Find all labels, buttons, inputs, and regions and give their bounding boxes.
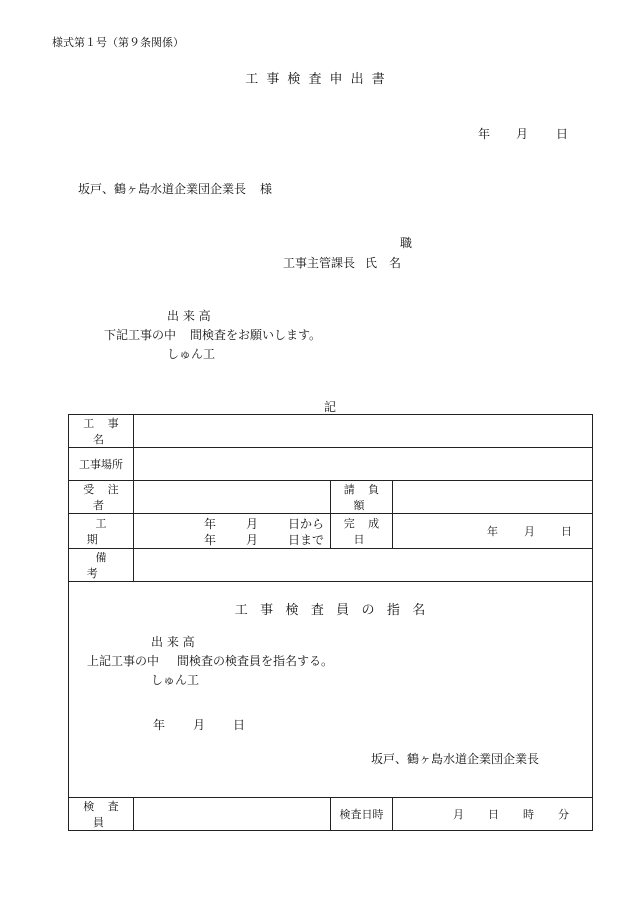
nomination-suffix: 間検査の検査員を指名する。 xyxy=(177,654,334,668)
row-inspection xyxy=(69,798,593,831)
row-remarks xyxy=(69,549,593,582)
row-nomination xyxy=(69,582,593,798)
completion-label xyxy=(331,514,393,549)
location-field[interactable] xyxy=(134,448,593,481)
addressee xyxy=(78,180,272,197)
contractor-label-text: 受 注 者 xyxy=(83,483,124,512)
period-to-year: 年 xyxy=(204,533,217,547)
inspection-datetime-field[interactable] xyxy=(393,798,593,831)
period-from-day: 日から xyxy=(288,517,325,531)
project-name-field[interactable] xyxy=(134,415,593,448)
inspection-hour: 時 xyxy=(523,808,534,821)
inspection-month: 月 xyxy=(453,808,464,821)
submission-date-day: 日 xyxy=(556,127,569,141)
project-name-label-text: 工 事 名 xyxy=(83,417,124,446)
completion-year: 年 xyxy=(487,525,498,538)
form-number: 様式第１号（第９条関係） xyxy=(52,36,184,49)
period-label xyxy=(69,514,153,549)
nomination-date xyxy=(153,716,245,733)
inspection-datetime-label-text: 検査日時 xyxy=(339,808,384,821)
location-label xyxy=(69,448,134,481)
remarks-field[interactable] xyxy=(134,549,593,582)
row-project-name xyxy=(69,415,593,448)
completion-date-field[interactable] xyxy=(393,514,593,549)
contract-amount-field[interactable] xyxy=(393,481,593,514)
remarks-label-text: 備 考 xyxy=(86,551,153,580)
period-from-month: 月 xyxy=(246,517,259,531)
request-option-bottom: しゅん工 xyxy=(167,347,216,361)
inspector-field[interactable] xyxy=(134,798,331,831)
addressee-honorific: 様 xyxy=(260,182,273,196)
request-suffix: 間検査をお願いします。 xyxy=(190,328,322,342)
period-label-text: 工 期 xyxy=(86,517,153,546)
inspector-label xyxy=(69,798,134,831)
nomination-option-top: 出 来 高 xyxy=(151,635,195,649)
nomination-date-day: 日 xyxy=(233,718,246,732)
period-from xyxy=(204,515,324,532)
nomination-section xyxy=(69,582,593,798)
inspection-datetime-label xyxy=(331,798,393,831)
period-from-year: 年 xyxy=(204,517,217,531)
document-title: 工事検査申出書 xyxy=(245,72,393,87)
nomination-date-year: 年 xyxy=(153,718,166,732)
request-prefix: 下記工事の中 xyxy=(104,328,177,342)
inspection-minute: 分 xyxy=(558,808,569,821)
completion-day: 日 xyxy=(561,525,572,538)
location-label-text: 工事場所 xyxy=(79,458,123,471)
nomination-signer: 坂戸、鶴ヶ島水道企業団企業長 xyxy=(371,752,540,766)
contract-amount-label xyxy=(331,481,393,514)
contractor-field[interactable] xyxy=(134,481,331,514)
period-to-day: 日まで xyxy=(288,533,325,547)
contractor-label xyxy=(69,481,134,514)
period-field[interactable] xyxy=(134,514,331,549)
remarks-label xyxy=(69,549,153,582)
ki-label: 記 xyxy=(324,400,337,414)
applicant-position-label: 職 xyxy=(400,236,413,250)
row-location xyxy=(69,448,593,481)
applicant-name-label: 氏 名 xyxy=(365,256,402,270)
project-name-label xyxy=(69,415,134,448)
completion-month: 月 xyxy=(524,525,535,538)
row-contractor xyxy=(69,481,593,514)
applicant-line xyxy=(283,254,401,271)
request-option-top: 出 来 高 xyxy=(167,309,211,323)
submission-date-year: 年 xyxy=(478,127,491,141)
nomination-option-bottom: しゅん工 xyxy=(151,673,200,687)
submission-date-month: 月 xyxy=(516,127,529,141)
applicant-dept: 工事主管課長 xyxy=(283,256,356,270)
contract-amount-label-text: 請 負 額 xyxy=(343,483,385,512)
completion-label-text: 完 成 日 xyxy=(343,517,385,546)
inspection-form-table xyxy=(68,414,593,831)
period-to-month: 月 xyxy=(246,533,259,547)
inspection-day: 日 xyxy=(488,808,499,821)
nomination-prefix: 上記工事の中 xyxy=(87,654,160,668)
row-period xyxy=(69,514,593,549)
inspector-label-text: 検 査 員 xyxy=(83,800,124,829)
period-to xyxy=(204,531,324,548)
nomination-date-month: 月 xyxy=(193,718,206,732)
addressee-org: 坂戸、鶴ヶ島水道企業団企業長 xyxy=(78,182,247,196)
nomination-heading: 工事検査員の指名 xyxy=(234,603,438,618)
